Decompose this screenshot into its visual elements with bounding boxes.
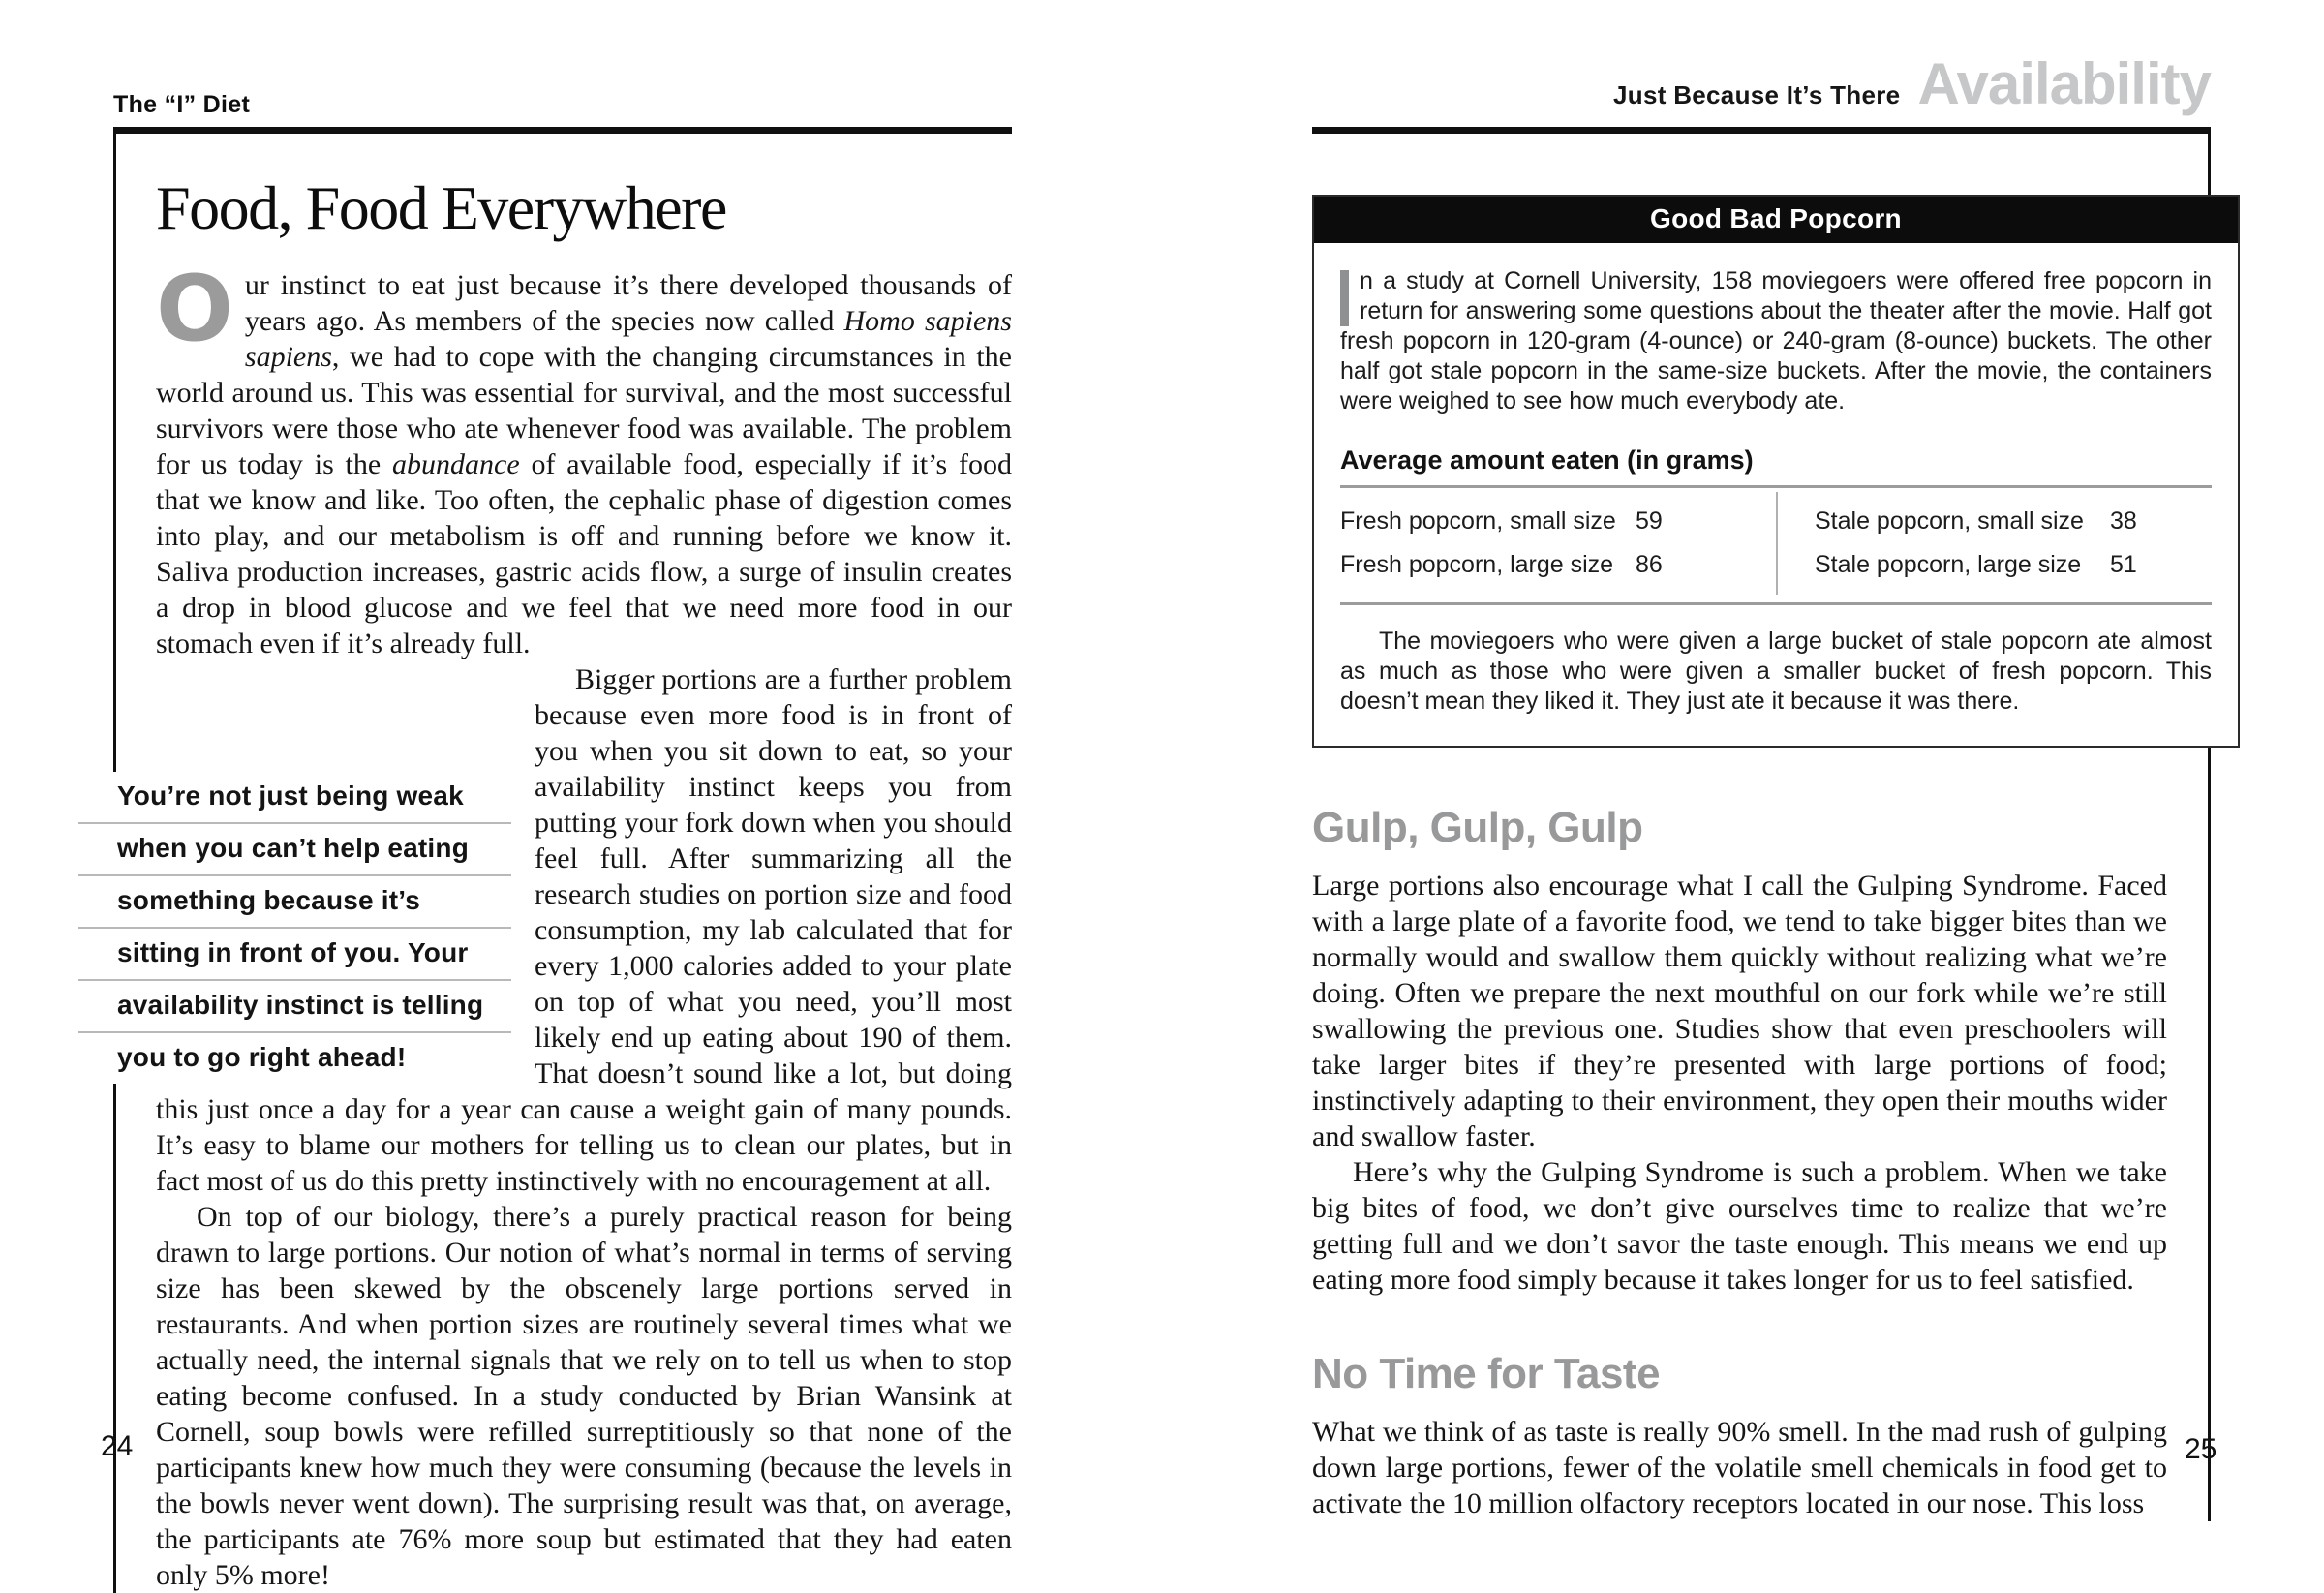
paragraph-text: , we had to cope with the changing circumstances in the world around us. This was essential for survival, and the most successful survivors were those who ate whenever food was available. The problem for us today is the bbox=[156, 341, 1012, 480]
table-row-value: 38 bbox=[2110, 507, 2137, 535]
pull-quote bbox=[78, 772, 511, 1084]
sidebar-box-good-bad-popcorn bbox=[1312, 195, 2240, 748]
table-row-label: Fresh popcorn, large size bbox=[1340, 551, 1614, 578]
table-row bbox=[1815, 551, 2212, 579]
drop-cap-o: O bbox=[156, 257, 233, 362]
right-page-content bbox=[1312, 134, 2211, 1521]
table-heading: Average amount eaten (in grams) bbox=[1340, 445, 1754, 475]
paragraph-text: ur instinct to eat just because it’s there developed thousands of years ago. As members of the species now called bbox=[244, 269, 1012, 337]
table-row-label: Fresh popcorn, small size bbox=[1340, 507, 1616, 535]
table-row-label: Stale popcorn, small size bbox=[1815, 507, 2084, 535]
table-column-fresh bbox=[1340, 492, 1776, 595]
section-heading-no-time-for-taste: No Time for Taste bbox=[1312, 1350, 1661, 1397]
pull-quote-line: You’re not just being weak bbox=[78, 772, 511, 824]
paragraph-taste-is-smell: What we think of as taste is really 90% smell. In the mad rush of gulping down large portions, fewer of the volatile smell chemicals in food get to activate the 10 million olfactory receptors located in our nose. This loss bbox=[1312, 1416, 2167, 1519]
table-row-value: 51 bbox=[2110, 551, 2137, 578]
table-row-label: Stale popcorn, large size bbox=[1815, 551, 2082, 578]
table-row-value: 59 bbox=[1636, 507, 1663, 535]
table-rule-bottom bbox=[1340, 602, 2212, 605]
paragraph-heres-why: Here’s why the Gulping Syndrome is such a problem. When we take big bites of food, we don’t give ourselves time to realize that we’re getting full and we don’t savor the taste enough. This means we end up eating more food simply because it takes longer for us to feel satisfied. bbox=[1312, 1156, 2167, 1296]
box-body bbox=[1314, 243, 2238, 746]
popcorn-table bbox=[1340, 488, 2212, 602]
pull-quote-line: availability instinct is telling bbox=[78, 981, 511, 1033]
pull-quote-line: sitting in front of you. Your bbox=[78, 929, 511, 981]
table-row-value: 86 bbox=[1636, 551, 1663, 578]
box-title: Good Bad Popcorn bbox=[1314, 197, 2238, 243]
right-page-top-rule bbox=[1312, 127, 2211, 134]
paragraph-text: n a study at Cornell University, 158 moviegoers were offered free popcorn in return for answering some questions about the theater after the movie. Half got fresh popcorn in 120-gram (4-ounce) or 240-gram (8-ounce) buckets. The other half got stale popcorn in the same-size buckets. After the movie, the containers were weighed to see how much everybody ate. bbox=[1340, 267, 2212, 414]
drop-cap-i bbox=[1340, 270, 1349, 326]
running-head-left: The “I” Diet bbox=[113, 91, 251, 118]
left-page-content bbox=[113, 134, 1012, 1593]
table-row bbox=[1815, 507, 2212, 536]
box-intro-paragraph bbox=[1340, 266, 2212, 416]
box-conclusion-paragraph: The moviegoers who were given a large bucket of stale popcorn ate almost as much as those who were given a smaller bucket of fresh popcorn. This doesn’t mean they liked it. They just ate it because it was there. bbox=[1340, 628, 2212, 715]
left-page-top-rule bbox=[113, 127, 1012, 134]
table-column-stale bbox=[1776, 492, 2212, 595]
running-head-section: Just Because It’s There bbox=[1613, 80, 1901, 109]
page-number-left: 24 bbox=[101, 1430, 134, 1462]
italic-abundance: abundance bbox=[392, 448, 520, 480]
chapter-title: Food, Food Everywhere bbox=[156, 173, 726, 242]
running-head-chapter: Availability bbox=[1917, 51, 2211, 116]
paragraph-gulping-syndrome: Large portions also encourage what I call the Gulping Syndrome. Faced with a large plate of a favorite food, we tend to take bigger bites than we normally would and swallow them quickly without realizing what we’re doing. Often we prepare the next mouthful on our fork while we’re still swallowing the previous one. Studies show that even preschoolers will take larger bites if they’re presented with large portions of food; instinctively adapting to their environment, they open their mouths wider and swallow faster. bbox=[1312, 870, 2167, 1152]
table-row bbox=[1340, 507, 1747, 536]
paragraph-on-top-of-biology: On top of our biology, there’s a purely practical reason for being drawn to large portions. Our notion of what’s normal in terms of serving size has been skewed by the obscenely large portions served in restaurants. And when portion sizes are routinely several times what we actually need, the internal signals that we rely on to tell us when to stop eating become confused. In a study conducted by Brian Wansink at Cornell, soup bowls were refilled surreptitiously so that none of the participants knew how much they were consuming (because the levels in the bowls never went down). The surprising result was that, on average, the participants ate 76% more soup but estimated that they had eaten only 5% more! bbox=[156, 1201, 1012, 1591]
right-page-frame bbox=[1312, 127, 2211, 1521]
pull-quote-line: something because it’s bbox=[78, 876, 511, 929]
pull-quote-line: you to go right ahead! bbox=[117, 1042, 407, 1072]
running-head-right bbox=[1312, 50, 2211, 117]
italic-homo-sapiens: Homo sapiens sapiens bbox=[244, 305, 1012, 373]
paragraph-text: Bigger portions are a further problem because even more food is in front of you when you sit down to eat, so your availability instinct keeps you from putting your fork down when you should feel full. After summarizing all the research studies on portion size and food consumption, my lab calculated that for every 1,000 calories added to your plate on top of what you need, you’ll most likely end up eating about 190 of them. That doesn’t sound like a lot, but doing this just once a day for a year can cause a weight gain of many pounds. It’s easy to blame our mothers for telling us to clean our plates, but in fact most of us do this pretty instinctively with no encouragement at all. bbox=[156, 663, 1012, 1197]
paragraph-text: of available food, especially if it’s food that we know and like. Too often, the cephalic phase of digestion comes into play, and our metabolism is off and running before we know it. Saliva production increases, gastric acids flow, a surge of insulin creates a drop in blood glucose and we feel that we need more food in our stomach even if it’s already full. bbox=[156, 448, 1012, 659]
paragraph-instinct bbox=[156, 257, 1012, 661]
paragraph-bigger-portions bbox=[117, 661, 1012, 1199]
section-heading-gulp: Gulp, Gulp, Gulp bbox=[1312, 804, 1643, 851]
table-row bbox=[1340, 551, 1747, 579]
page-number-right: 25 bbox=[2185, 1433, 2217, 1465]
left-page-frame bbox=[113, 127, 1012, 1593]
pull-quote-line: when you can’t help eating bbox=[78, 824, 511, 876]
